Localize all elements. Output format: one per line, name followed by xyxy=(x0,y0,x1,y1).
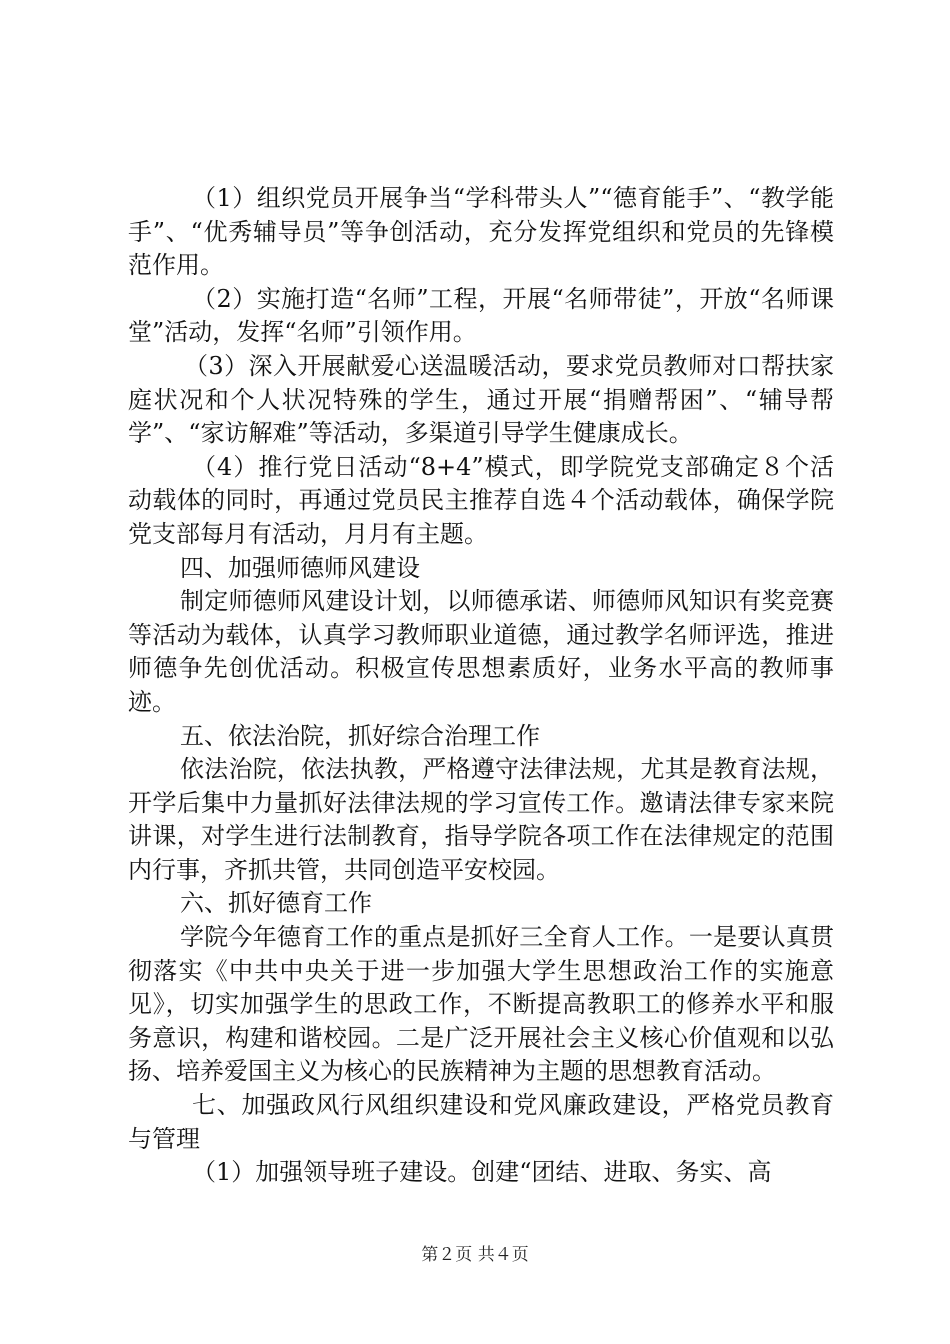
document-body xyxy=(128,182,834,1190)
paragraph-5: 制定师德师风建设计划，以师德承诺、师德师风知识有奖竞赛等活动为载体，认真学习教师职业道德，通过教学名师评选，推进师德争先创优活动。积极宣传思想素质好，业务水平高的教师事迹。 xyxy=(128,587,834,716)
paragraph-8: （1）加强领导班子建设。创建“团结、进取、务实、高 xyxy=(192,1158,772,1187)
page-number-label: 第２页 共４页 xyxy=(421,1245,529,1265)
paragraph-1: （1）组织党员开展争当“学科带头人”“德育能手”、“教学能手”、“优秀辅导员”等争创活动，充分发挥党组织和党员的先锋模范作用。 xyxy=(128,184,834,280)
page-footer xyxy=(0,1240,950,1265)
section-heading-5: 五、依法治院，抓好综合治理工作 xyxy=(180,721,540,750)
section-heading-4: 四、加强师德师风建设 xyxy=(180,553,420,582)
section-heading-7: 七、加强政风行风组织建设和党风廉政建设，严格党员教育与管理 xyxy=(128,1091,834,1153)
paragraph-3: （3）深入开展献爱心送温暖活动，要求党员教师对口帮扶家庭状况和个人状况特殊的学生，通过开展“捐赠帮困”、“辅导帮学”、“家访解难”等活动，多渠道引导学生健康成长。 xyxy=(128,351,834,448)
paragraph-2: （2）实施打造“名师”工程，开展“名师带徒”，开放“名师课堂”活动，发挥“名师”引领作用。 xyxy=(128,284,834,347)
section-heading-6: 六、抓好德育工作 xyxy=(180,889,372,918)
paragraph-7: 学院今年德育工作的重点是抓好三全育人工作。一是要认真贯彻落实《中共中央关于进一步加强大学生思想政治工作的实施意见》，切实加强学生的思政工作，不断提高教职工的修养水平和服务意识，构建和谐校园。二是广泛开展社会主义核心价值观和以弘扬、培养爱国主义为核心的民族精神为主题的思想教育活动。 xyxy=(128,923,834,1086)
paragraph-6: 依法治院，依法执教，严格遵守法律法规，尤其是教育法规，开学后集中力量抓好法律法规的学习宣传工作。邀请法律专家来院讲课，对学生进行法制教育，指导学院各项工作在法律规定的范围内行事，齐抓共管，共同创造平安校园。 xyxy=(128,755,834,884)
paragraph-4: （4）推行党日活动“8+4”模式，即学院党支部确定８个活动载体的同时，再通过党员民主推荐自选４个活动载体，确保学院党支部每月有活动，月月有主题。 xyxy=(128,452,834,548)
